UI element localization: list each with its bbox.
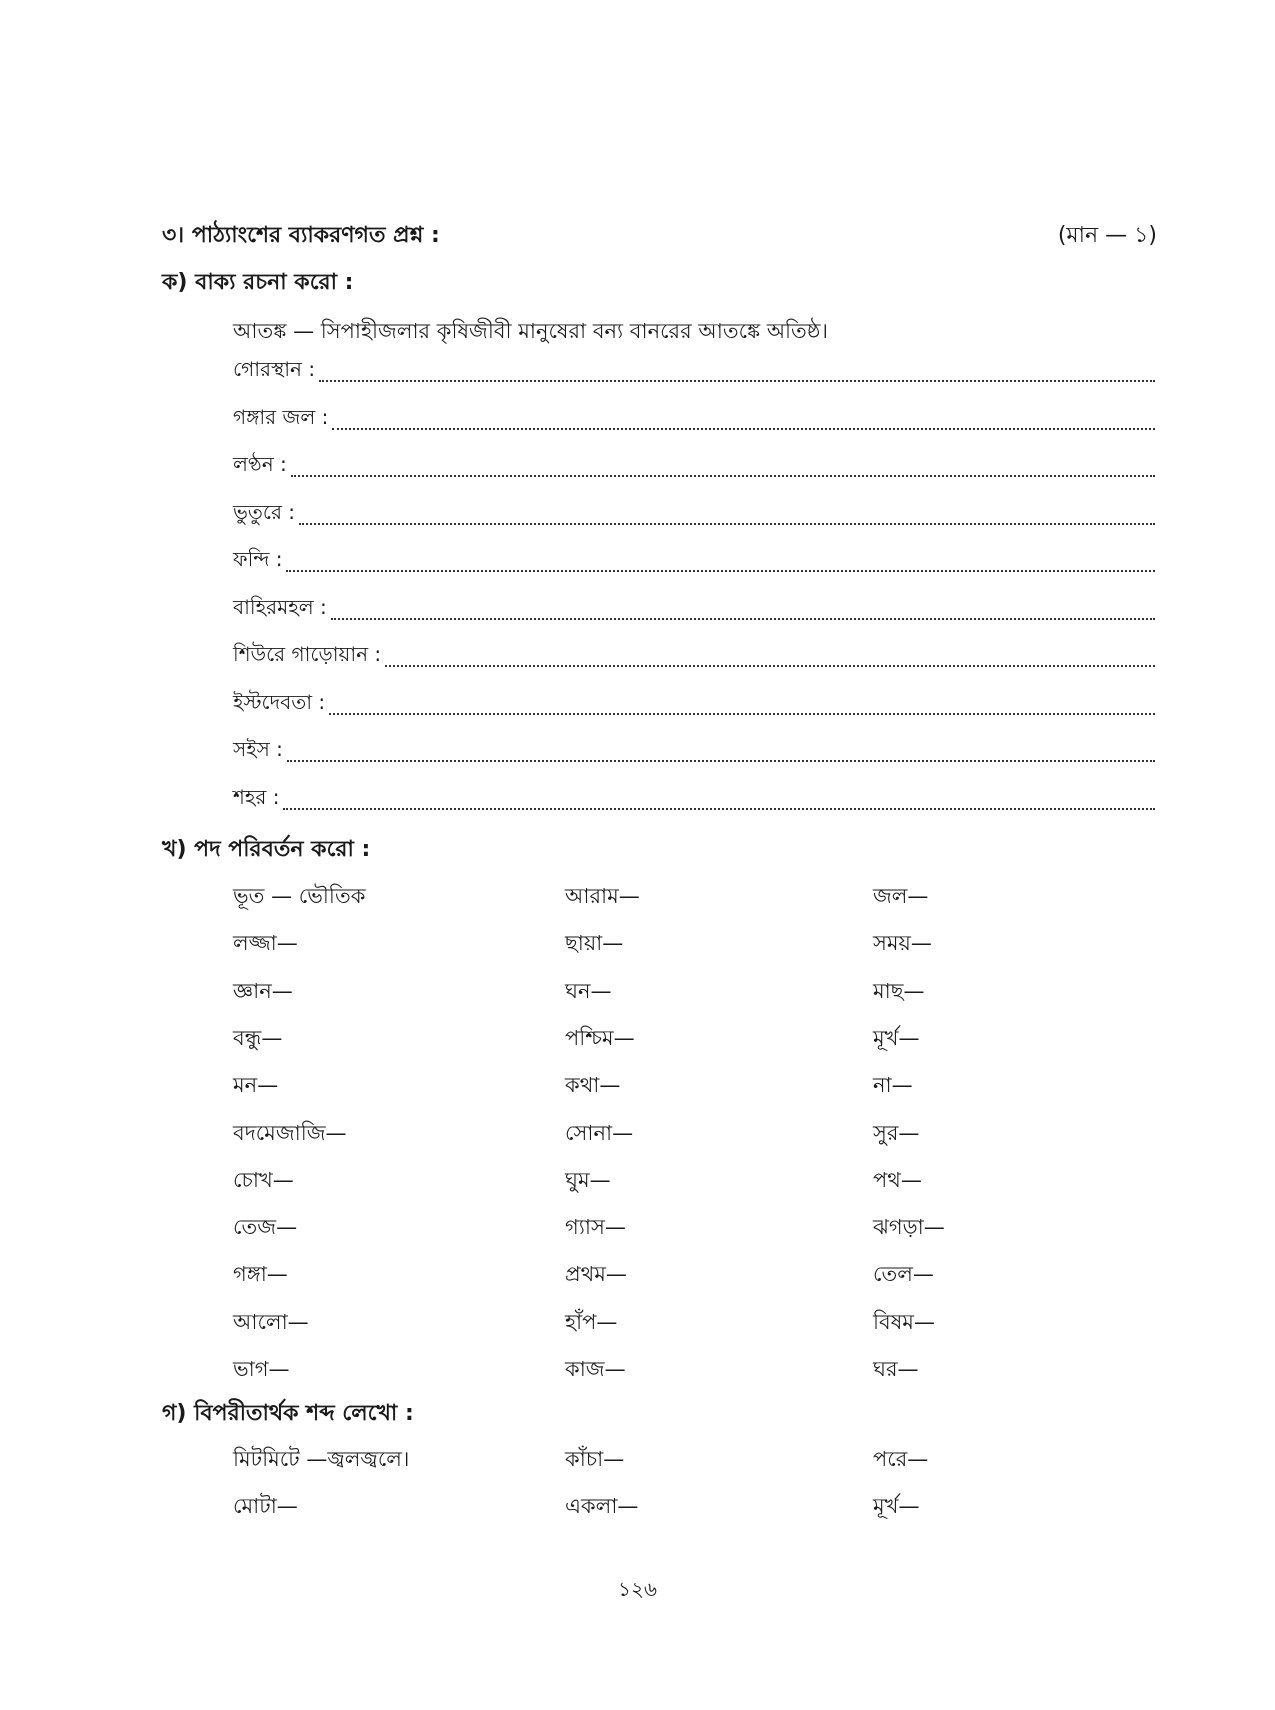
word-change-word: তেজ—	[233, 1215, 298, 1240]
sentence-item-label: বাহিরমহল :	[233, 594, 327, 619]
word-change-row	[233, 1258, 1133, 1290]
word-change-row	[233, 975, 1133, 1007]
word-change-word: না—	[873, 1073, 913, 1098]
word-change-word: গঙ্গা—	[233, 1262, 288, 1287]
part-a-example: আতঙ্ক — সিপাহীজলার কৃষিজীবী মানুষেরা বন্য বানরের আতঙ্কে অতিষ্ঠ।	[233, 319, 828, 343]
sentence-item	[233, 643, 1155, 673]
antonym-word: একলা—	[565, 1494, 639, 1518]
page-number: ১২৬	[618, 1577, 657, 1601]
antonym-word: মোটা—	[233, 1494, 298, 1518]
antonym-row	[233, 1443, 1133, 1475]
answer-line[interactable]	[283, 807, 1155, 810]
sentence-item	[233, 738, 1155, 768]
word-change-word: ভূত — ভৌতিক	[233, 884, 366, 908]
answer-line[interactable]	[291, 474, 1155, 477]
word-change-word: ভাগ—	[233, 1357, 290, 1381]
word-change-word: হাঁপ—	[565, 1309, 618, 1334]
word-change-row	[233, 1117, 1133, 1149]
antonym-row	[233, 1490, 1133, 1522]
sentence-item-label: শিউরে গাড়োয়ান :	[233, 642, 382, 666]
sentence-item-label: ইস্টদেবতা :	[233, 689, 326, 714]
word-change-word: বিষম—	[873, 1309, 935, 1334]
antonym-word: কাঁচা—	[565, 1447, 625, 1471]
sentence-item	[233, 453, 1155, 483]
word-change-word: সোনা—	[565, 1120, 634, 1145]
part-c-title: গ) বিপরীতার্থক শব্দ লেখো :	[162, 1401, 414, 1426]
section-title: ৩। পাঠ্যাংশের ব্যাকরণগত প্রশ্ন :	[162, 223, 440, 248]
antonym-word: মিটমিটে —জ্বলজ্বলে।	[233, 1447, 410, 1471]
part-b-title: খ) পদ পরিবর্তন করো :	[162, 837, 371, 862]
answer-line[interactable]	[286, 569, 1155, 572]
answer-line[interactable]	[299, 522, 1155, 525]
answer-line[interactable]	[287, 759, 1155, 762]
antonym-word: পরে—	[873, 1447, 929, 1471]
word-change-word: ঘুম—	[565, 1167, 611, 1192]
word-change-word: মূর্খ—	[873, 1025, 920, 1050]
sentence-item-label: গোরস্থান :	[233, 357, 316, 381]
sentence-item-label: লণ্ঠন :	[233, 452, 287, 476]
part-a-title: ক) বাক্য রচনা করো :	[162, 270, 354, 295]
answer-line[interactable]	[329, 712, 1155, 715]
answer-line[interactable]	[319, 379, 1155, 382]
word-change-word: কাজ—	[565, 1357, 626, 1381]
sentence-item	[233, 501, 1155, 531]
word-change-word: বদমেজাজি—	[233, 1120, 347, 1145]
word-change-word: সময়—	[873, 931, 932, 956]
word-change-word: আরাম—	[565, 884, 640, 908]
word-change-word: ছায়া—	[565, 931, 624, 956]
word-change-row	[233, 1211, 1133, 1243]
sentence-item	[233, 406, 1155, 436]
sentence-item	[233, 358, 1155, 388]
word-change-row	[233, 1353, 1133, 1385]
word-change-row	[233, 1164, 1133, 1196]
word-change-word: চোখ—	[233, 1167, 294, 1192]
word-change-word: ঘর—	[873, 1357, 919, 1381]
answer-line[interactable]	[385, 664, 1155, 667]
word-change-word: কথা—	[565, 1073, 621, 1098]
sentence-item	[233, 691, 1155, 721]
word-change-row	[233, 1069, 1133, 1101]
section-marks: (মান — ১)	[1057, 223, 1157, 248]
word-change-row	[233, 1306, 1133, 1338]
sentence-item	[233, 548, 1155, 578]
answer-line[interactable]	[332, 427, 1155, 430]
section-heading	[162, 218, 1157, 255]
word-change-word: মন—	[233, 1073, 279, 1098]
word-change-word: জ্ঞান—	[233, 978, 293, 1003]
antonym-word: মূর্খ—	[873, 1494, 920, 1518]
word-change-word: গ্যাস—	[565, 1215, 626, 1240]
word-change-row	[233, 927, 1133, 959]
word-change-row	[233, 880, 1133, 912]
sentence-item	[233, 786, 1155, 816]
sentence-item-label: শহর :	[233, 784, 280, 809]
word-change-word: লজ্জা—	[233, 931, 298, 956]
sentence-item-label: সইস :	[233, 737, 283, 761]
word-change-word: ঘন—	[565, 978, 612, 1003]
word-change-word: সুর—	[873, 1120, 920, 1145]
word-change-word: জল—	[873, 884, 929, 908]
word-change-word: বন্ধু—	[233, 1025, 283, 1050]
answer-line[interactable]	[331, 617, 1155, 620]
word-change-word: আলো—	[233, 1309, 309, 1334]
sentence-item-label: ভুতুরে :	[233, 499, 296, 524]
sentence-item-label: গঙ্গার জল :	[233, 404, 329, 429]
word-change-word: তেল—	[873, 1262, 934, 1287]
word-change-word: মাছ—	[873, 978, 925, 1003]
word-change-word: পশ্চিম—	[565, 1025, 635, 1050]
word-change-word: পথ—	[873, 1167, 922, 1192]
sentence-item-label: ফন্দি :	[233, 547, 283, 571]
word-change-row	[233, 1022, 1133, 1054]
word-change-word: ঝগড়া—	[873, 1215, 945, 1240]
word-change-word: প্রথম—	[565, 1262, 627, 1287]
sentence-item	[233, 596, 1155, 626]
